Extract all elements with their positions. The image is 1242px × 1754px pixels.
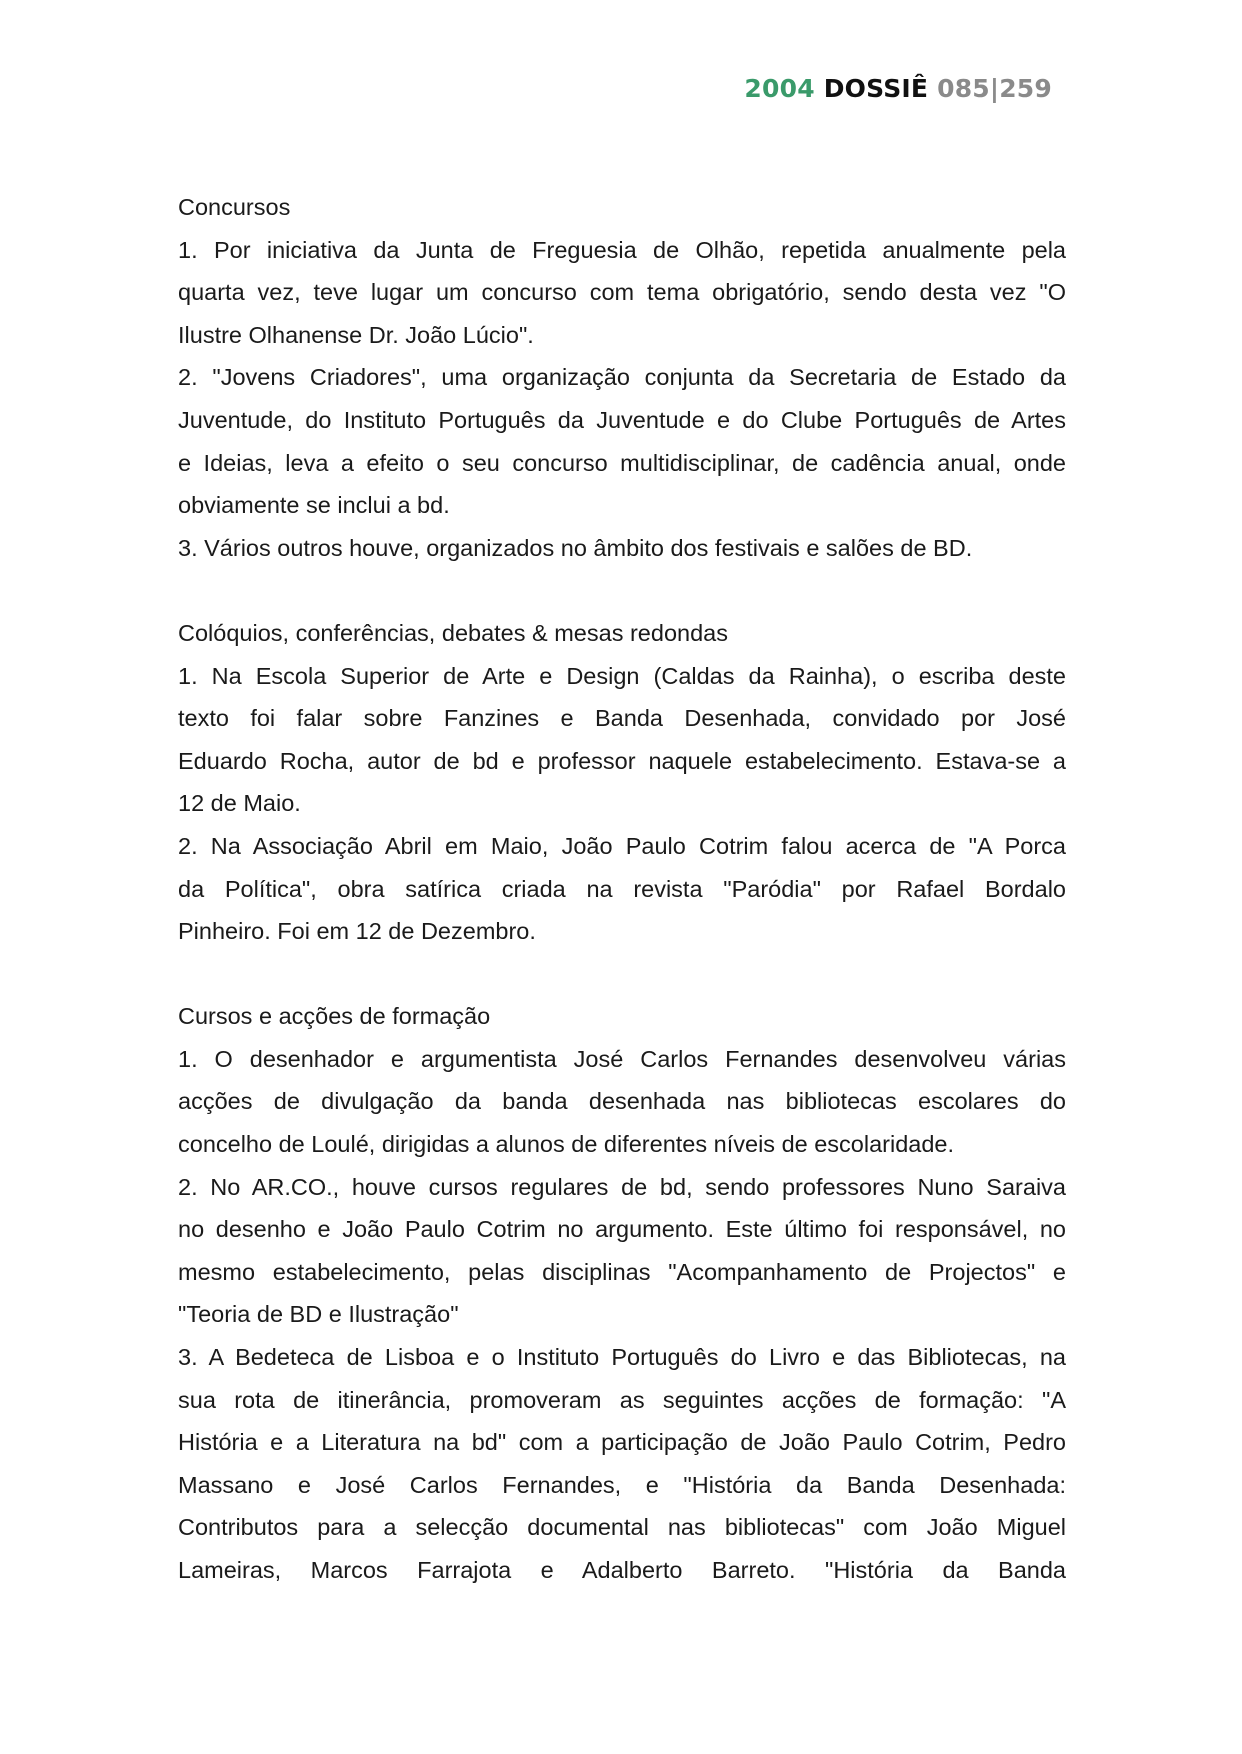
text-line: Massano e José Carlos Fernandes, e "História da Banda Desenhada: — [178, 1471, 1066, 1498]
text-line: 3. Vários outros houve, organizados no âmbito dos festivais e salões de BD. — [178, 534, 973, 561]
text-line: Lameiras, Marcos Farrajota e Adalberto Barreto. "História da Banda — [178, 1557, 1066, 1583]
section-coloquios — [178, 612, 1066, 953]
section-title: Cursos e acções de formação — [178, 1003, 491, 1030]
text-line: mesmo estabelecimento, pelas disciplinas "Acompanhamento de Projectos" e — [178, 1258, 1066, 1285]
text-line: 2. No AR.CO., houve cursos regulares de bd, sendo professores Nuno Saraiva — [178, 1173, 1066, 1200]
section-concursos — [178, 186, 1066, 569]
section-title: Concursos — [178, 194, 291, 220]
text-line: Eduardo Rocha, autor de bd e professor naquele estabelecimento. Estava-se a — [178, 747, 1066, 774]
text-line: Contributos para a selecção documental nas bibliotecas" com João Miguel — [178, 1514, 1066, 1541]
text-line: Juventude, do Instituto Português da Juventude e do Clube Português de Artes — [178, 406, 1066, 433]
document-body — [178, 186, 1066, 1634]
text-line: 1. O desenhador e argumentista José Carlos Fernandes desenvolveu várias — [178, 1045, 1066, 1072]
text-line: no desenho e João Paulo Cotrim no argumento. Este último foi responsável, no — [178, 1216, 1066, 1243]
text-line: sua rota de itinerância, promoveram as seguintes acções de formação: "A — [178, 1386, 1066, 1413]
list-item — [178, 655, 1066, 825]
list-item — [178, 356, 1066, 526]
header-title: DOSSIÊ — [823, 74, 929, 103]
text-line: 12 de Maio. — [178, 790, 301, 817]
text-line: Pinheiro. Foi em 12 de Dezembro. — [178, 918, 536, 945]
text-line: quarta vez, teve lugar um concurso com tema obrigatório, sendo desta vez "O — [178, 279, 1066, 306]
text-line: texto foi falar sobre Fanzines e Banda Desenhada, convidado por José — [178, 705, 1066, 732]
text-line: "Teoria de BD e Ilustração" — [178, 1301, 459, 1328]
text-line: História e a Literatura na bd" com a participação de João Paulo Cotrim, Pedro — [178, 1429, 1066, 1456]
header-page-number: 085|259 — [937, 74, 1052, 103]
list-item — [178, 527, 1066, 570]
text-line: 1. Na Escola Superior de Arte e Design (Caldas da Rainha), o escriba deste — [178, 662, 1066, 689]
section-cursos — [178, 995, 1066, 1591]
text-line: obviamente se inclui a bd. — [178, 492, 450, 519]
text-line: concelho de Loulé, dirigidas a alunos de diferentes níveis de escolaridade. — [178, 1131, 955, 1158]
list-item — [178, 229, 1066, 357]
text-line: 1. Por iniciativa da Junta de Freguesia de Olhão, repetida anualmente pela — [178, 236, 1066, 263]
text-line: da Política", obra satírica criada na revista "Paródia" por Rafael Bordalo — [178, 875, 1066, 902]
list-item — [178, 1166, 1066, 1336]
text-line: Ilustre Olhanense Dr. João Lúcio". — [178, 321, 534, 348]
page-header — [744, 74, 1052, 103]
text-line: acções de divulgação da banda desenhada nas bibliotecas escolares do — [178, 1088, 1066, 1115]
list-item — [178, 825, 1066, 953]
list-item — [178, 1336, 1066, 1592]
text-line: 2. "Jovens Criadores", uma organização conjunta da Secretaria de Estado da — [178, 364, 1066, 391]
section-title: Colóquios, conferências, debates & mesas redondas — [178, 619, 728, 646]
text-line: 3. A Bedeteca de Lisboa e o Instituto Português do Livro e das Bibliotecas, na — [178, 1344, 1066, 1371]
text-line: e Ideias, leva a efeito o seu concurso multidisciplinar, de cadência anual, onde — [178, 449, 1066, 476]
list-item — [178, 1038, 1066, 1166]
header-year: 2004 — [744, 74, 815, 103]
text-line: 2. Na Associação Abril em Maio, João Paulo Cotrim falou acerca de "A Porca — [178, 832, 1066, 859]
